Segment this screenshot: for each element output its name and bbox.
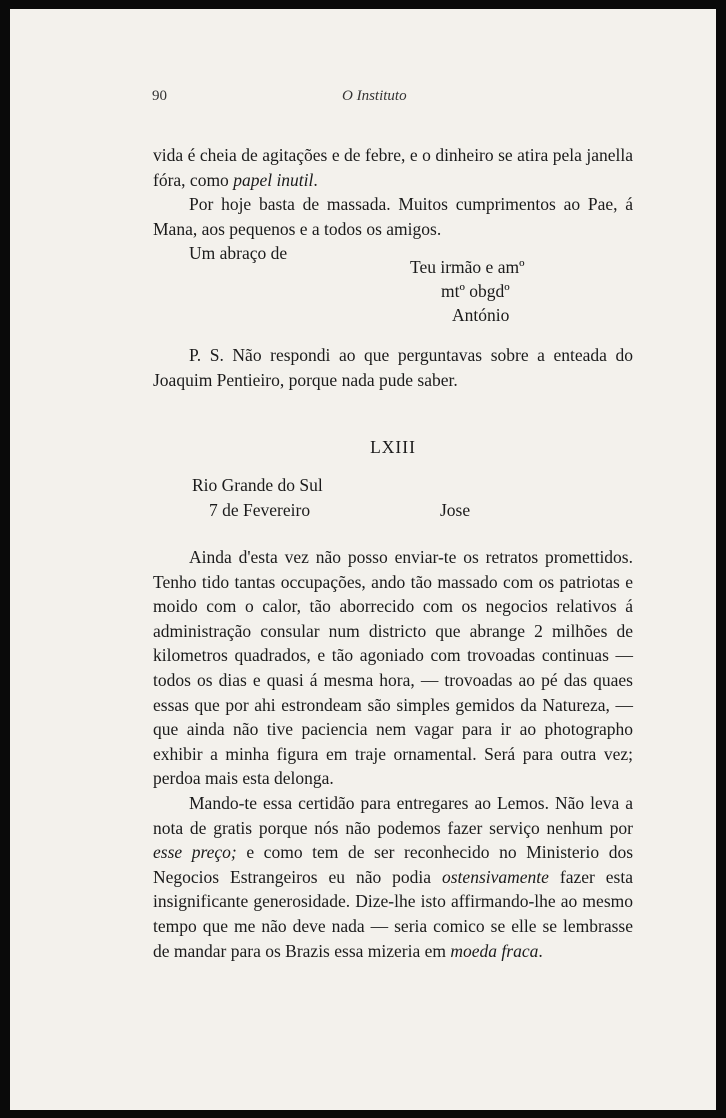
paragraph: Por hoje basta de massada. Muitos cumprimentos ao Pae, á Mana, aos pequenos e a todos os amigos.	[153, 194, 633, 239]
signature-name: António	[452, 305, 510, 325]
letter-place: Rio Grande do Sul	[192, 475, 323, 495]
letter-closing-text	[153, 143, 633, 266]
page-header	[152, 88, 632, 114]
postscript	[153, 343, 633, 392]
letter-date: 7 de Fevereiro	[209, 500, 311, 520]
paragraph: Um abraço de	[189, 243, 288, 264]
signature-line: Teu irmão e amº	[410, 257, 525, 277]
paragraph: P. S. Não respondi ao que perguntavas sobre a enteada do Joaquim Pentieiro, porque nada pude saber.	[153, 345, 633, 390]
book-page	[10, 9, 716, 1110]
paragraph: vida é cheia de agitações e de febre, e o dinheiro se atira pela janella fóra, como papel inutil.	[153, 145, 633, 190]
letter-body	[153, 545, 633, 963]
paragraph: Mando-te essa certidão para entregares ao Lemos. Não leva a nota de gratis porque nós não podemos fazer serviço nenhum por esse preço; e como tem de ser reconhecido no Ministerio dos Negocios Estrangeiros eu não podia ostensivamente fazer esta insignificante generosidade. Dize-lhe isto affirmando-lhe ao mesmo tempo que me não deve nada — seria comico se elle se lembrasse de mandar para os Brazis essa mizeria em moeda fraca.	[153, 792, 633, 961]
signature-line: mtº obgdº	[441, 281, 510, 301]
page-number: 90	[152, 88, 167, 104]
letter-addressee: Jose	[440, 500, 471, 520]
paragraph: Ainda d'esta vez não posso enviar-te os retratos promettidos. Tenho tido tantas occupações, ando tão massado com os patriotas e moido com o calor, tão aborrecido com os negocios relativos á administração consular num districto que abrange 2 milhões de kilometros quadrados, e tão agoniado com trovoadas continuas — todos os dias e quasi á mesma hora, — trovoadas ao pé das quaes essas que por ahi estrondeam são simples gemidos da Natureza, — que ainda não tive paciencia nem vagar para ir ao photographo exhibir a minha figura em traje ornamental. Será para outra vez; perdoa mais esta delonga.	[153, 547, 633, 789]
letter-number: LXIII	[370, 437, 416, 457]
running-title: O Instituto	[342, 88, 407, 104]
